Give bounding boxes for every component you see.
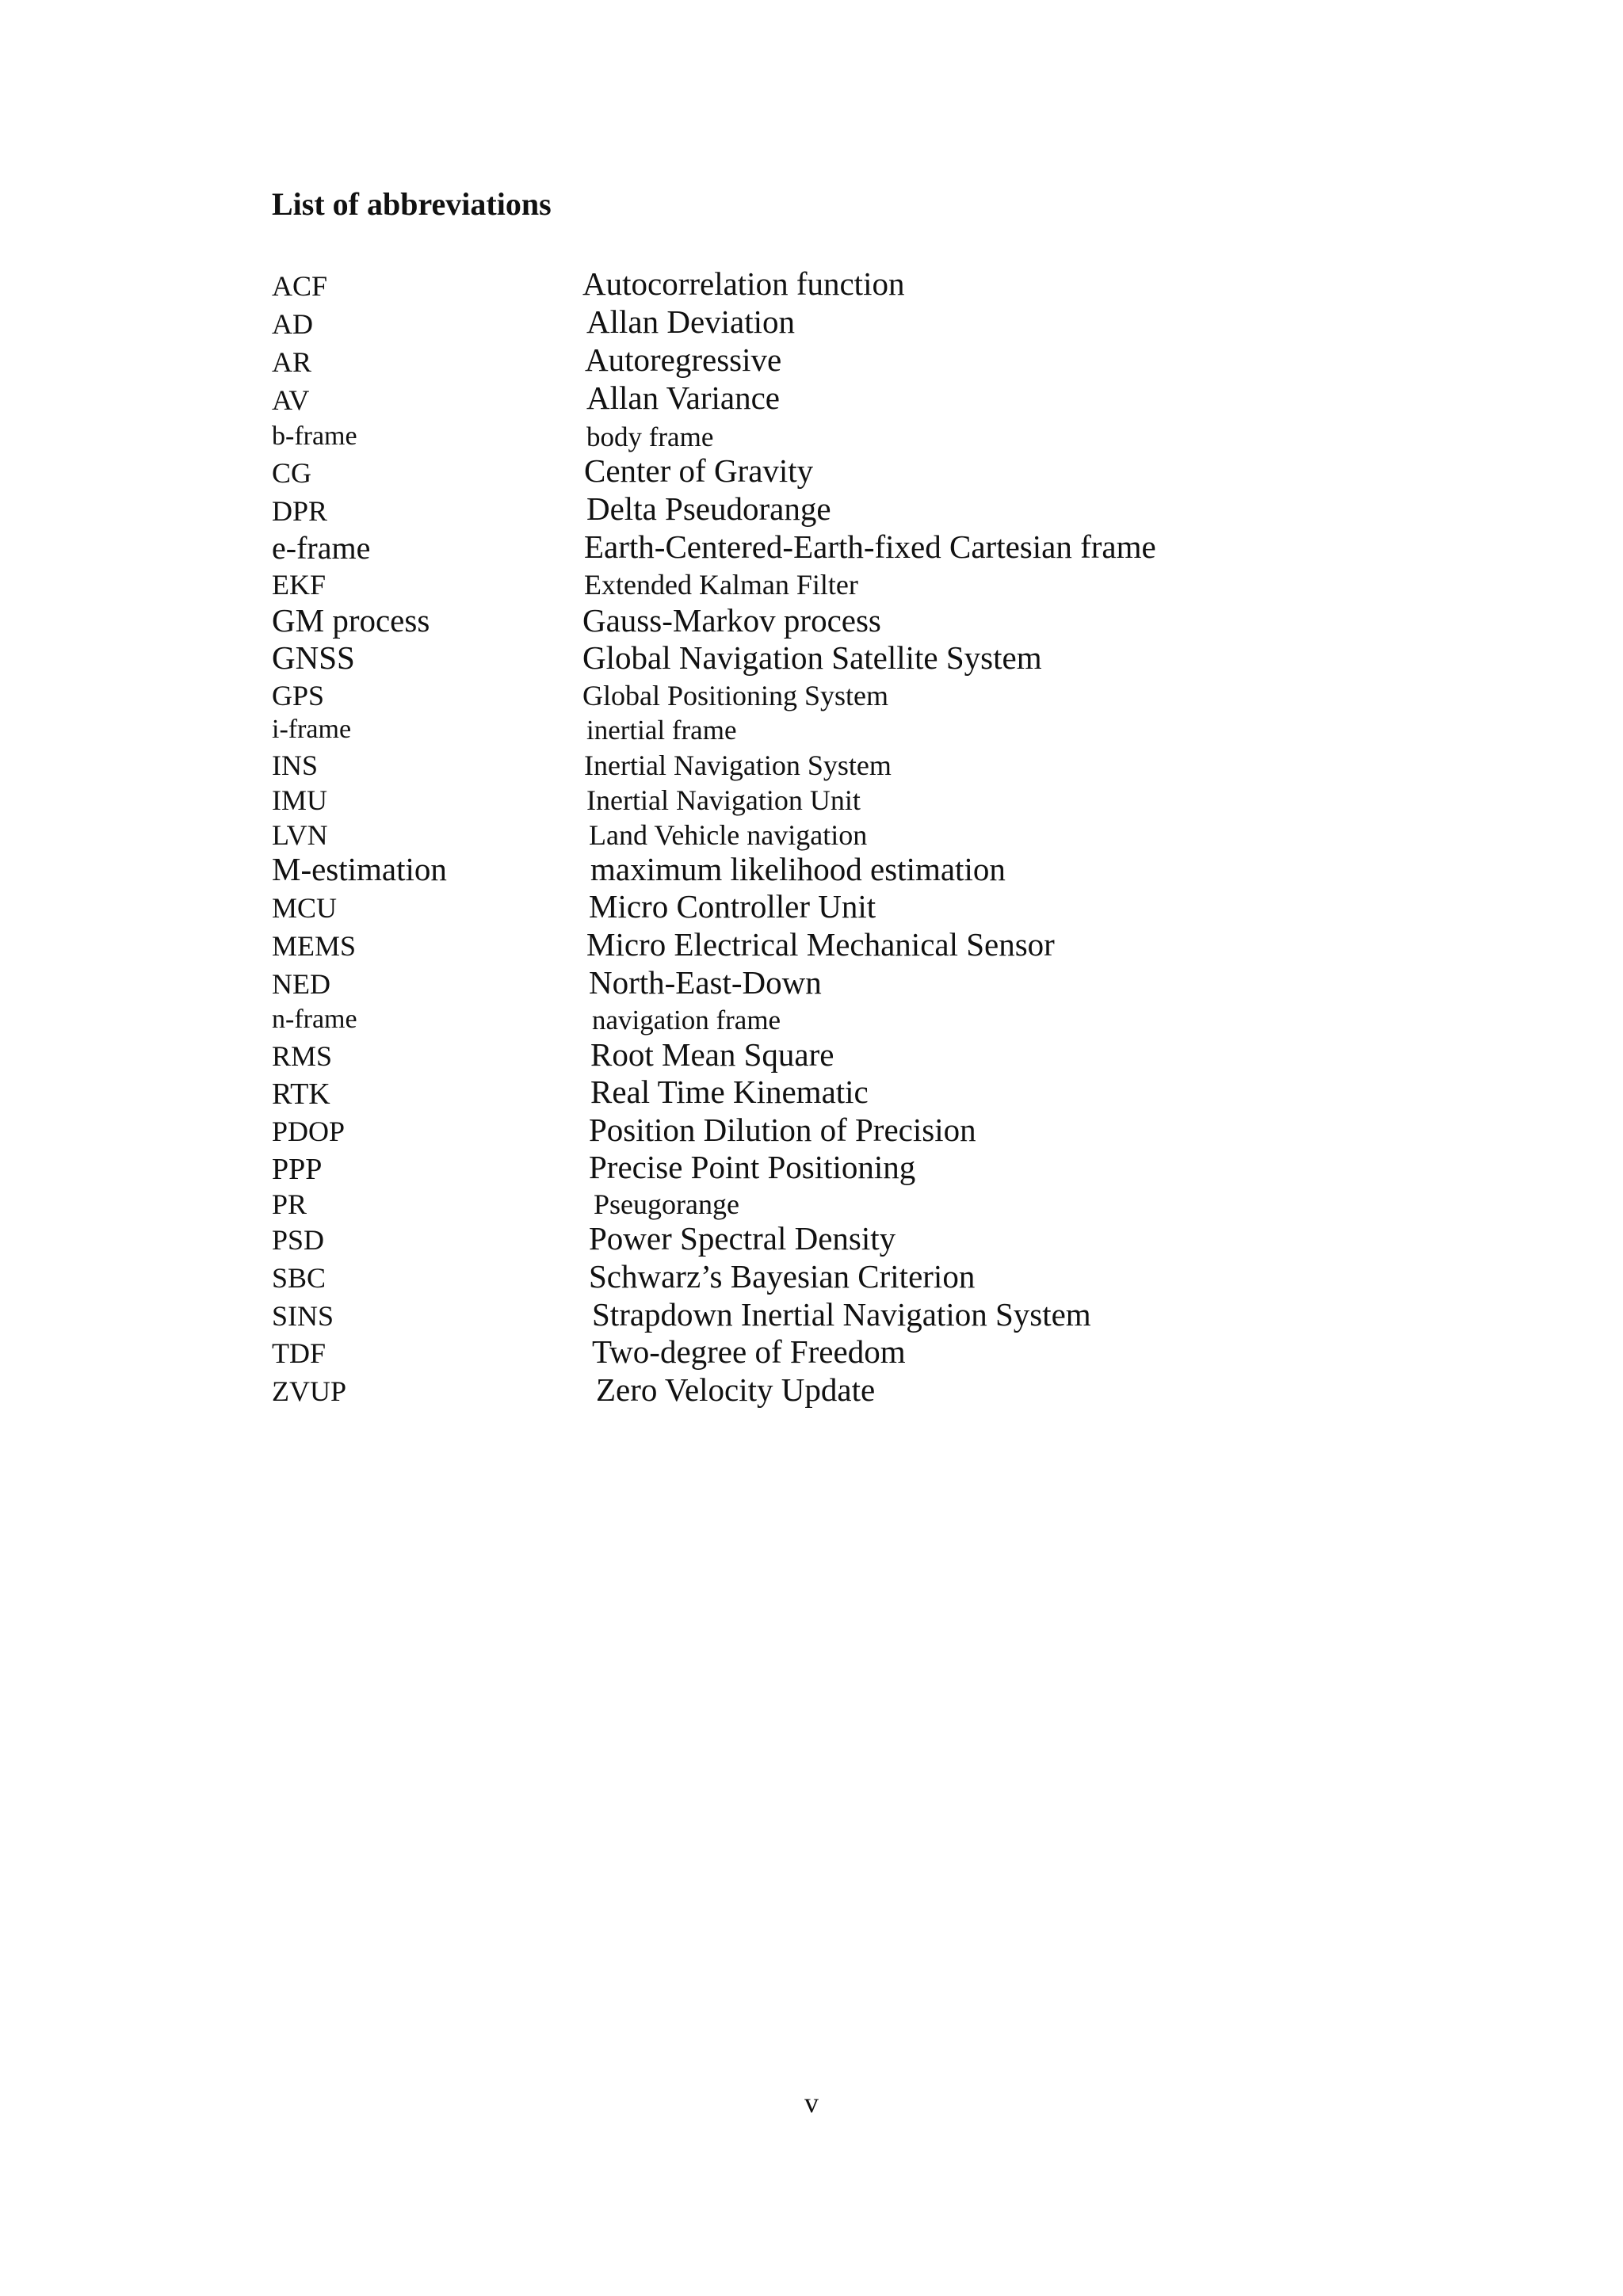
abbreviation-definition: Land Vehicle navigation [589,819,868,851]
abbreviation-definition: maximum likelihood estimation [590,851,1006,887]
abbreviation-definition: Inertial Navigation System [584,749,892,781]
abbreviation-term: RTK [272,1077,330,1111]
abbreviation-definition: body frame [586,421,714,452]
abbreviation-term: MEMS [272,930,357,962]
abbreviation-definition: Earth-Centered-Earth-fixed Cartesian frame [584,528,1156,565]
abbreviation-term: PR [272,1188,307,1220]
abbreviation-term: PSD [272,1224,325,1256]
abbreviation-term: INS [272,749,319,781]
page-number: v [804,2087,819,2119]
abbreviation-term: M-estimation [272,851,447,887]
page-title: List of abbreviations [272,186,552,222]
abbreviation-definition: Pseugorange [594,1188,739,1220]
abbreviation-definition: Autoregressive [585,341,782,378]
abbreviation-definition: Inertial Navigation Unit [586,784,861,816]
abbreviation-definition: Allan Variance [586,379,780,416]
abbreviation-definition: Strapdown Inertial Navigation System [592,1296,1091,1333]
abbreviation-term: SBC [272,1262,327,1294]
abbreviation-term: DPR [272,495,328,527]
abbreviation-definition: Autocorrelation function [582,265,905,302]
abbreviation-definition: navigation frame [592,1005,781,1035]
abbreviation-term: i-frame [272,715,352,744]
abbreviation-term: SINS [272,1300,334,1332]
abbreviation-definition: Gauss-Markov process [582,602,881,639]
abbreviation-term: TDF [272,1337,327,1369]
abbreviation-term: GPS [272,680,325,711]
abbreviation-definition: Position Dilution of Precision [589,1112,976,1148]
abbreviation-term: GNSS [272,639,355,676]
abbreviation-term: PDOP [272,1116,346,1147]
abbreviation-definition: Precise Point Positioning [589,1149,916,1185]
abbreviation-definition: Root Mean Square [590,1036,834,1073]
abbreviation-definition: Global Positioning System [582,680,889,711]
abbreviation-definition: Schwarz’s Bayesian Criterion [589,1258,976,1295]
abbreviation-definition: Extended Kalman Filter [584,569,858,601]
abbreviation-term: MCU [272,892,338,924]
abbreviation-term: ACF [272,270,328,302]
abbreviation-definition: Allan Deviation [586,303,796,340]
abbreviation-definition: Power Spectral Density [589,1220,896,1257]
abbreviation-term: GM process [272,602,430,639]
abbreviation-definition: Micro Controller Unit [589,888,876,925]
abbreviation-term: AD [272,308,313,340]
abbreviation-term: ZVUP [272,1375,347,1407]
abbreviation-definition: Global Navigation Satellite System [582,639,1042,676]
abbreviation-term: IMU [272,784,327,816]
abbreviation-term: PPP [272,1153,323,1186]
abbreviation-definition: inertial frame [586,715,737,746]
abbreviation-definition: Delta Pseudorange [586,490,831,527]
abbreviation-definition: Micro Electrical Mechanical Sensor [586,926,1055,963]
abbreviation-definition: Center of Gravity [584,452,814,489]
abbreviation-term: EKF [272,569,327,601]
abbreviation-term: RMS [272,1040,333,1072]
abbreviation-definition: Real Time Kinematic [590,1074,869,1110]
abbreviation-definition: Zero Velocity Update [596,1371,876,1408]
abbreviation-term: b-frame [272,421,357,451]
abbreviation-term: e-frame [272,530,371,566]
abbreviation-term: n-frame [272,1005,357,1034]
abbreviation-term: AR [272,346,312,378]
abbreviation-term: CG [272,457,312,489]
abbreviation-term: AV [272,384,310,416]
abbreviation-definition: North-East-Down [589,964,822,1001]
abbreviation-term: NED [272,968,330,1000]
abbreviation-definition: Two-degree of Freedom [592,1333,906,1370]
abbreviation-term: LVN [272,819,328,851]
